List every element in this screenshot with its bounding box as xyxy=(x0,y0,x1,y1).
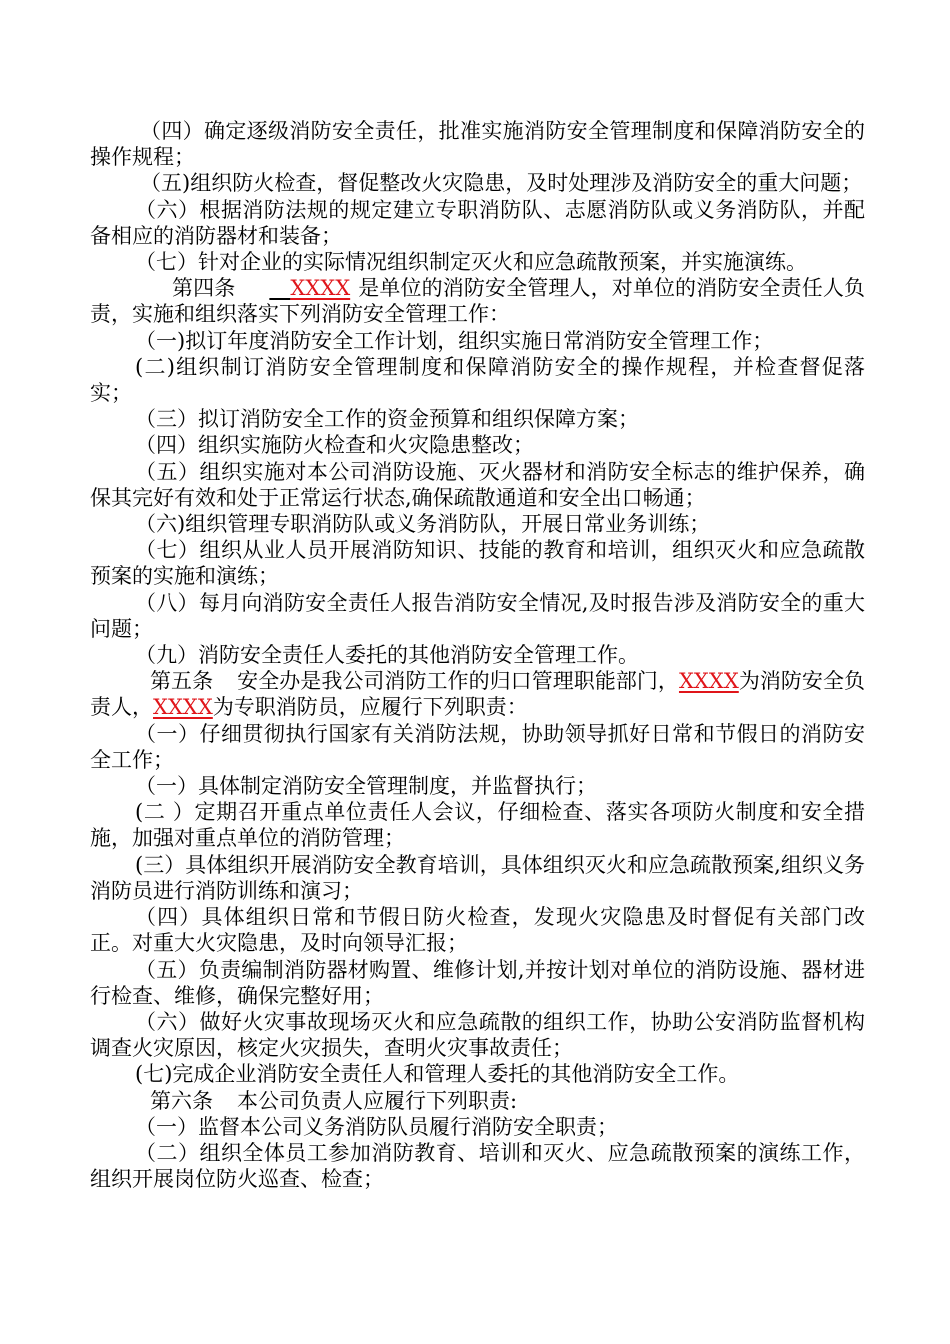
placeholder-text: XXXX xyxy=(153,695,213,720)
paragraph: （四）组织实施防火检查和火灾隐患整改； xyxy=(135,433,534,458)
article-text: 为专职消防员，应履行下列职责： xyxy=(212,695,528,720)
article-text: 为消防安全负责人， xyxy=(90,669,866,720)
article-number: 第六条 xyxy=(150,1088,213,1113)
paragraph: （七）组织从业人员开展消防知识、技能的教育和培训，组织灭火和应急疏散预案的实施和演练； xyxy=(90,538,865,589)
paragraph: （四）具体组织日常和节假日防火检查，发现火灾隐患及时督促有关部门改正。对重大火灾隐患，及时向领导汇报； xyxy=(90,905,865,956)
article-six-paragraph xyxy=(90,1088,865,1114)
paragraph: (七)完成企业消防安全责任人和管理人委托的其他消防安全工作。 xyxy=(135,1062,740,1087)
article-number: 第五条 xyxy=(150,669,214,694)
paragraph: （五）负责编制消防器材购置、维修计划,并按计划对单位的消防设施、器材进行检查、维修，确保完整好用； xyxy=(90,957,865,1008)
placeholder-underline xyxy=(269,276,290,300)
paragraph: (二 ）定期召开重点单位责任人会议，仔细检查、落实各项防火制度和安全措施，加强对重点单位的消防管理； xyxy=(90,800,865,851)
paragraph: （三）拟订消防安全工作的资金预算和组织保障方案； xyxy=(135,407,639,432)
article-five-paragraph xyxy=(90,668,865,720)
paragraph: (三）具体组织开展消防安全教育培训，具体组织灭火和应急疏散预案,组织义务消防员进行消防训练和演习； xyxy=(90,852,865,903)
paragraph: （五）组织实施对本公司消防设施、灭火器材和消防安全标志的维护保养，确保其完好有效和处于正常运行状态,确保疏散通道和安全出口畅通； xyxy=(90,459,865,510)
paragraph: （六）做好火灾事故现场灭火和应急疏散的组织工作，协助公安消防监督机构调查火灾原因，核定火灾损失，查明火灾事故责任； xyxy=(90,1009,865,1061)
placeholder-text: XXXX xyxy=(290,276,351,301)
paragraph: （一）具体制定消防安全管理制度，并监督执行； xyxy=(135,774,597,799)
paragraph: （七）针对企业的实际情况组织制定灭火和应急疏散预案，并实施演练。 xyxy=(135,250,807,275)
paragraph: （一）监督本公司义务消防队员履行消防安全职责； xyxy=(135,1114,618,1139)
article-four-paragraph xyxy=(90,275,865,327)
paragraph: （六）根据消防法规的规定建立专职消防队、志愿消防队或义务消防队，并配备相应的消防器材和装备； xyxy=(90,197,865,248)
paragraph: （九）消防安全责任人委托的其他消防安全管理工作。 xyxy=(135,643,639,668)
paragraph: （五)组织防火检查，督促整改火灾隐患，及时处理涉及消防安全的重大问题； xyxy=(140,171,863,196)
paragraph: （一)拟订年度消防安全工作计划，组织实施日常消防安全管理工作； xyxy=(135,328,774,353)
paragraph: （二）组织全体员工参加消防教育、培训和灭火、应急疏散预案的演练工作，组织开展岗位防火巡查、检查； xyxy=(90,1140,865,1192)
placeholder-text: XXXX xyxy=(678,669,739,694)
paragraph: （八）每月向消防安全责任人报告消防安全情况,及时报告涉及消防安全的重大问题； xyxy=(90,590,865,641)
article-number: 第四条 xyxy=(172,276,236,301)
article-text: 安全办是我公司消防工作的归口管理职能部门， xyxy=(237,669,679,694)
paragraph: （四）确定逐级消防安全责任，批准实施消防安全管理制度和保障消防安全的操作规程； xyxy=(90,119,865,170)
paragraph: （一）仔细贯彻执行国家有关消防法规，协助领导抓好日常和节假日的消防安全工作； xyxy=(90,721,865,772)
paragraph: （六)组织管理专职消防队或义务消防队，开展日常业务训练； xyxy=(135,512,711,537)
article-text: 本公司负责人应履行下列职责: xyxy=(237,1088,518,1113)
article-text: 是单位的消防安全管理人，对单位的消防安全责任人负责，实施和组织落实下列消防安全管理工作： xyxy=(90,276,866,327)
document-body xyxy=(90,118,865,1192)
paragraph: (二)组织制订消防安全管理制度和保障消防安全的操作规程，并检查督促落实； xyxy=(90,354,865,406)
